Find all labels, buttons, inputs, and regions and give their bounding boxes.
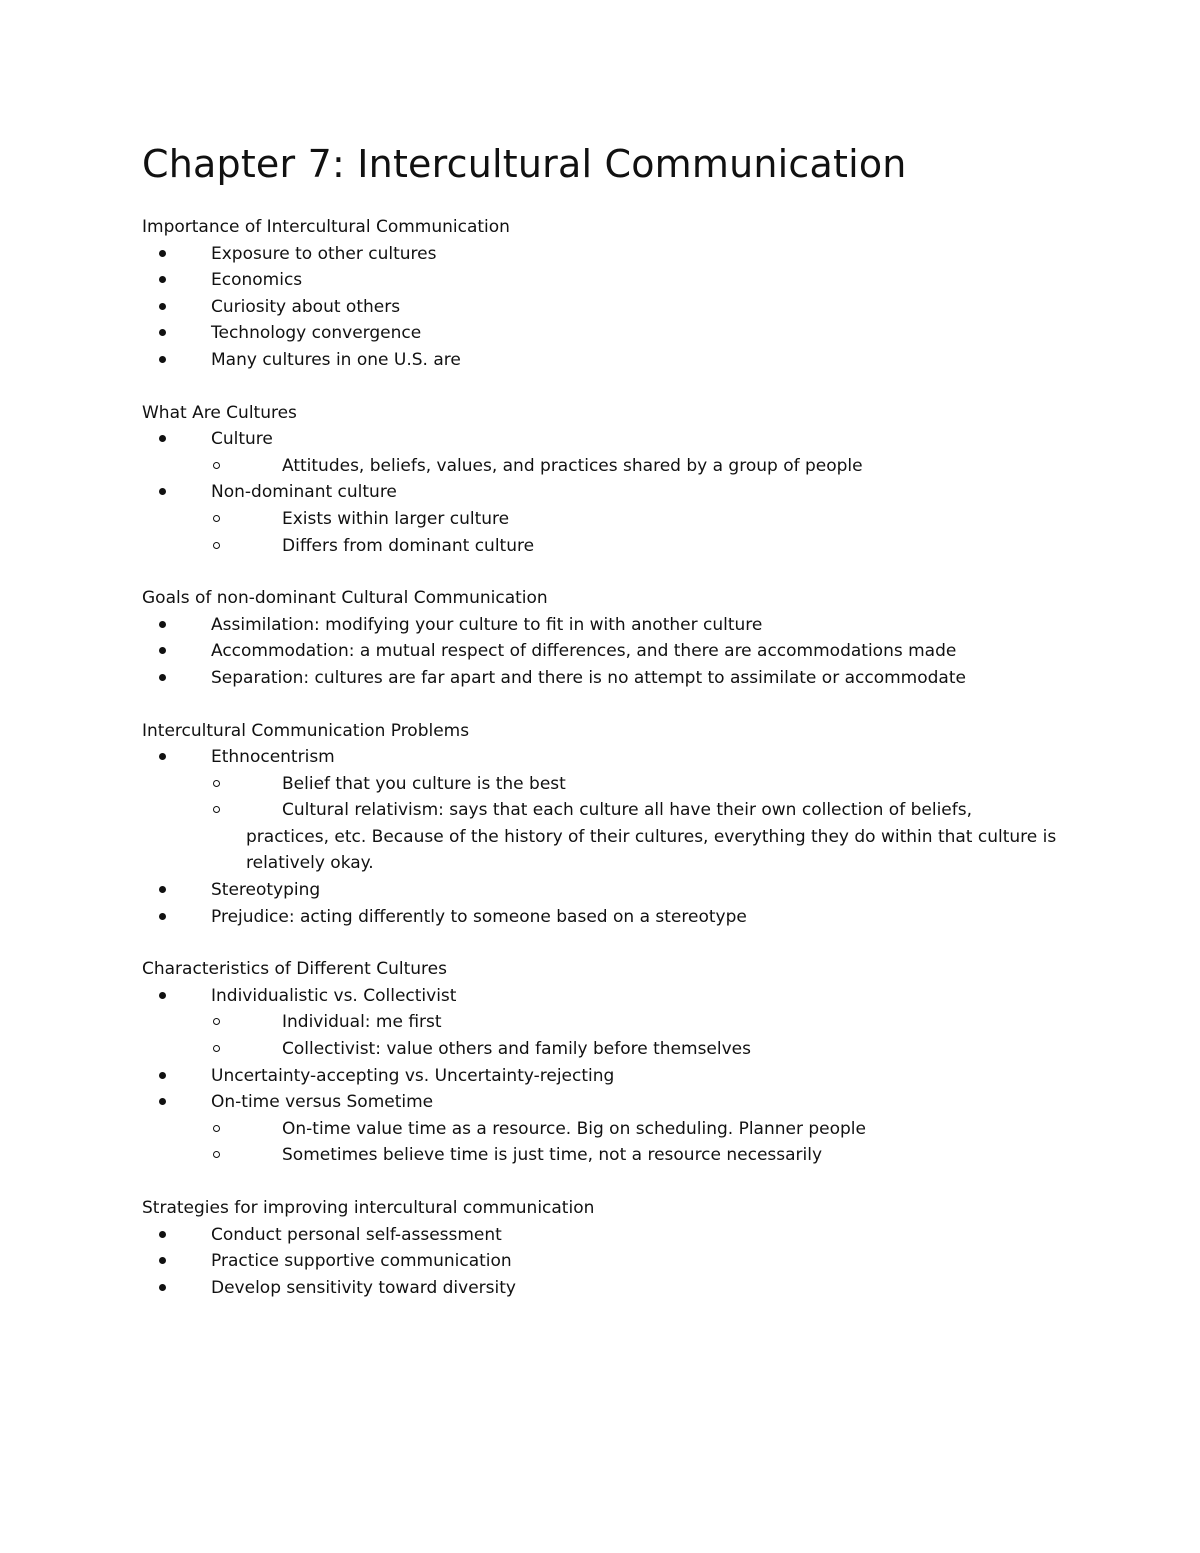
- section-heading: Importance of Intercultural Communication: [142, 217, 510, 237]
- bullet-icon: [159, 1284, 166, 1291]
- bullet-icon: [159, 276, 166, 283]
- bullet-list: [142, 426, 1102, 559]
- bullet-icon: [159, 488, 166, 495]
- list-item: Assimilation: modifying your culture to fit in with another culture: [142, 612, 1102, 639]
- list-item: Conduct personal self-assessment: [142, 1222, 1102, 1249]
- bullet-icon: [159, 1257, 166, 1264]
- wrapped-text-continuation: practices, etc. Because of the history of their cultures, everything they do within that culture is relatively okay.: [246, 826, 1057, 874]
- bullet-icon: [159, 356, 166, 363]
- bullet-icon: [159, 329, 166, 336]
- section-what-are-cultures: [142, 400, 1102, 560]
- list-item: Economics: [142, 267, 1102, 294]
- circle-bullet-icon: [213, 462, 220, 469]
- bullet-icon: [159, 753, 166, 760]
- section-heading: Intercultural Communication Problems: [142, 720, 470, 741]
- bullet-list: [142, 744, 1102, 930]
- list-item: Non-dominant culture: [142, 479, 1102, 506]
- sub-list-item: Attitudes, beliefs, values, and practices shared by a group of people: [142, 453, 1102, 480]
- bullet-icon: [159, 674, 166, 681]
- section-goals: [142, 585, 1102, 691]
- list-item: Individualistic vs. Collectivist: [142, 983, 1102, 1010]
- list-item: Many cultures in one U.S. are: [142, 347, 1102, 374]
- bullet-icon: [159, 250, 166, 257]
- circle-bullet-icon: [213, 1151, 220, 1158]
- list-item: Uncertainty-accepting vs. Uncertainty-rejecting: [142, 1063, 1102, 1090]
- document-title: Chapter 7: Intercultural Communication: [142, 142, 907, 186]
- sub-list-item: Collectivist: value others and family before themselves: [142, 1036, 1102, 1063]
- circle-bullet-icon: [213, 1045, 220, 1052]
- section-heading: Strategies for improving intercultural communication: [142, 1198, 595, 1218]
- bullet-icon: [159, 1098, 166, 1105]
- bullet-icon: [159, 886, 166, 893]
- bullet-icon: [159, 913, 166, 920]
- section-strategies: [142, 1195, 1102, 1301]
- circle-bullet-icon: [213, 806, 220, 813]
- sub-list-item: Exists within larger culture: [142, 506, 1102, 533]
- bullet-list: [142, 241, 1102, 374]
- section-heading: Goals of non-dominant Cultural Communication: [142, 588, 548, 609]
- section-heading: Characteristics of Different Cultures: [142, 959, 447, 980]
- list-item: Culture: [142, 426, 1102, 453]
- sub-list-item: Sometimes believe time is just time, not a resource necessarily: [142, 1142, 1102, 1169]
- list-item: Develop sensitivity toward diversity: [142, 1275, 1102, 1302]
- list-item: Curiosity about others: [142, 294, 1102, 321]
- list-item: Prejudice: acting differently to someone based on a stereotype: [142, 904, 1102, 931]
- bullet-list: [142, 983, 1102, 1169]
- list-item: Accommodation: a mutual respect of differences, and there are accommodations made: [142, 638, 1102, 665]
- sub-list-item: Differs from dominant culture: [142, 533, 1102, 560]
- list-item: Practice supportive communication: [142, 1248, 1102, 1275]
- bullet-icon: [159, 1072, 166, 1079]
- bullet-icon: [159, 647, 166, 654]
- bullet-list: [142, 1222, 1102, 1302]
- list-item: Exposure to other cultures: [142, 241, 1102, 268]
- bullet-icon: [159, 992, 166, 999]
- bullet-icon: [159, 303, 166, 310]
- bullet-icon: [159, 621, 166, 628]
- section-problems: [142, 718, 1102, 931]
- circle-bullet-icon: [213, 542, 220, 549]
- list-item: Ethnocentrism: [142, 744, 1102, 771]
- circle-bullet-icon: [213, 515, 220, 522]
- bullet-list: [142, 612, 1102, 692]
- bullet-icon: [159, 1231, 166, 1238]
- list-item: Stereotyping: [142, 877, 1102, 904]
- sub-list-item: On-time value time as a resource. Big on scheduling. Planner people: [142, 1116, 1102, 1143]
- circle-bullet-icon: [213, 780, 220, 787]
- sub-list-item: Individual: me first: [142, 1009, 1102, 1036]
- section-heading: What Are Cultures: [142, 402, 297, 423]
- sub-list-item: Belief that you culture is the best: [142, 771, 1102, 798]
- document-content: [142, 214, 1102, 1327]
- circle-bullet-icon: [213, 1018, 220, 1025]
- list-item: Technology convergence: [142, 320, 1102, 347]
- section-characteristics: [142, 956, 1102, 1169]
- circle-bullet-icon: [213, 1125, 220, 1132]
- list-item: Separation: cultures are far apart and there is no attempt to assimilate or accommodate: [142, 665, 1102, 692]
- wrapped-text-first-line: Cultural relativism: says that each culture all have their own collection of beliefs,: [282, 800, 973, 821]
- section-importance: [142, 214, 1102, 374]
- sub-list-item: [142, 797, 1102, 877]
- list-item: On-time versus Sometime: [142, 1089, 1102, 1116]
- bullet-icon: [159, 435, 166, 442]
